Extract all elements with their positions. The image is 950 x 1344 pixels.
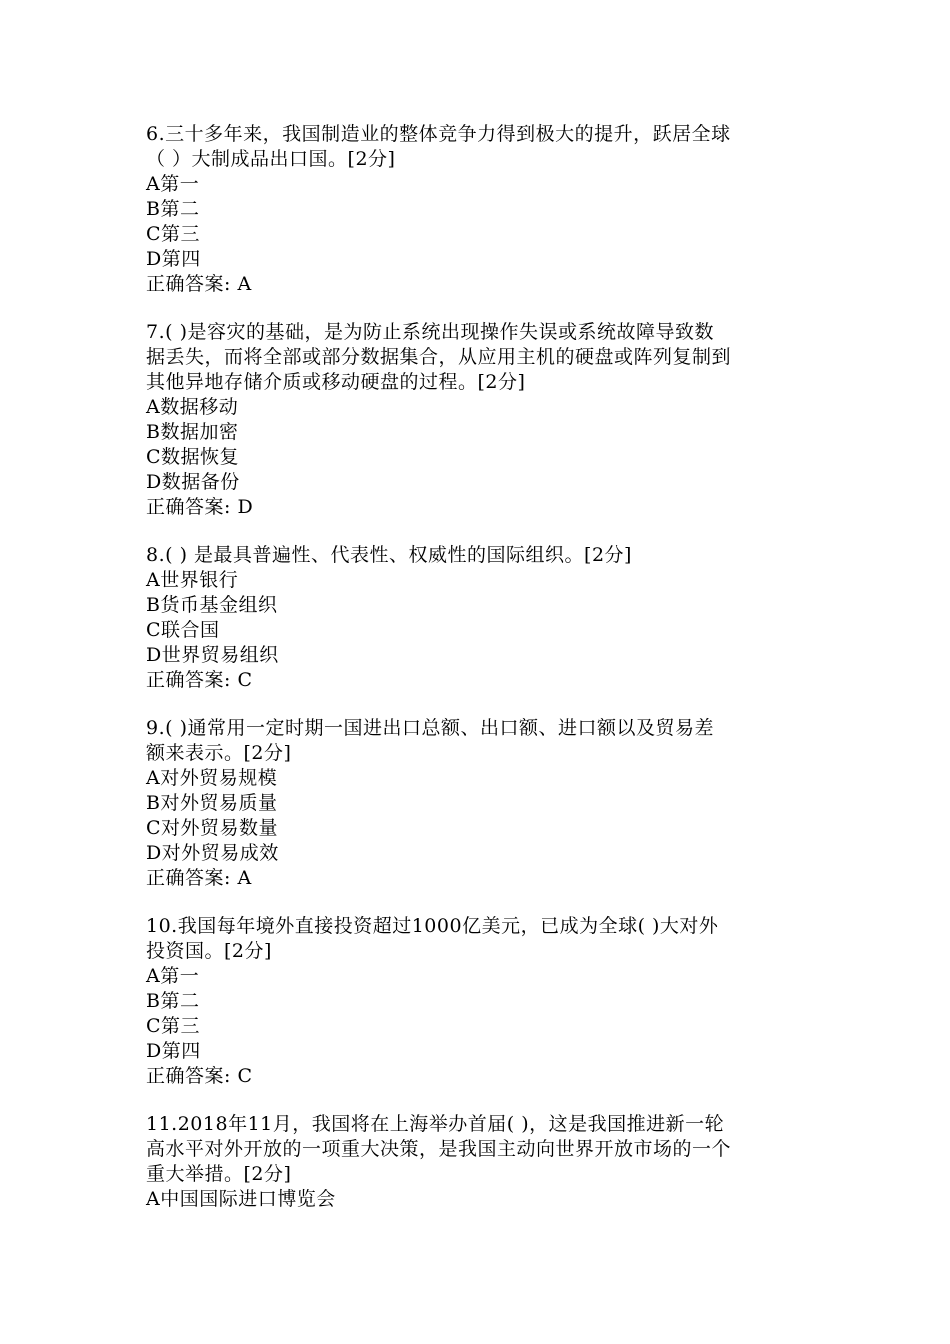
question-stem-line: 据丢失，而将全部或部分数据集合，从应用主机的硬盘或阵列复制到 [146,346,732,368]
correct-answer: 正确答案: C [146,1065,253,1087]
correct-answer: 正确答案: C [146,669,253,691]
option-c: C数据恢复 [146,446,240,468]
option-d: D第四 [146,1040,201,1062]
option-b: B对外贸易质量 [146,792,278,814]
question-stem-line: （ ）大制成品出口国。[2分] [146,148,396,170]
question-stem-line: 9.( )通常用一定时期一国进出口总额、出口额、进口额以及贸易差 [146,717,714,739]
option-b: B第二 [146,990,200,1012]
question-stem-line: 投资国。[2分] [146,940,272,962]
question-stem-line: 额来表示。[2分] [146,742,292,764]
option-a: A世界银行 [146,569,239,591]
document-page [146,122,808,1235]
question-stem-line: 8.( ) 是最具普遍性、代表性、权威性的国际组织。[2分] [146,544,632,566]
question-stem-line: 7.( )是容灾的基础，是为防止系统出现操作失误或系统故障导致数 [146,321,714,343]
question-stem-line: 重大举措。[2分] [146,1163,292,1185]
correct-answer: 正确答案: A [146,273,252,295]
question-8 [146,543,808,693]
option-d: D数据备份 [146,471,240,493]
option-a: A对外贸易规模 [146,767,278,789]
option-b: B数据加密 [146,421,239,443]
question-stem-line: 6.三十多年来，我国制造业的整体竞争力得到极大的提升，跃居全球 [146,123,731,145]
option-d: D第四 [146,248,201,270]
correct-answer: 正确答案: A [146,867,252,889]
question-10 [146,914,808,1089]
question-7 [146,320,808,520]
option-d: D世界贸易组织 [146,644,279,666]
option-b: B第二 [146,198,200,220]
option-d: D对外贸易成效 [146,842,279,864]
option-a: A第一 [146,965,200,987]
question-stem-line: 10.我国每年境外直接投资超过1000亿美元，已成为全球( )大对外 [146,915,719,937]
option-c: C联合国 [146,619,220,641]
option-c: C第三 [146,1015,201,1037]
option-a: A数据移动 [146,396,239,418]
option-b: B货币基金组织 [146,594,278,616]
question-9 [146,716,808,891]
option-c: C对外贸易数量 [146,817,279,839]
option-c: C第三 [146,223,201,245]
question-stem-line: 11.2018年11月，我国将在上海举办首届( )，这是我国推进新一轮 [146,1113,725,1135]
option-a: A第一 [146,173,200,195]
question-stem-line: 其他异地存储介质或移动硬盘的过程。[2分] [146,371,526,393]
question-stem-line: 高水平对外开放的一项重大决策，是我国主动向世界开放市场的一个 [146,1138,732,1160]
option-a: A中国国际进口博览会 [146,1188,336,1210]
question-6 [146,122,808,297]
question-11 [146,1112,808,1212]
correct-answer: 正确答案: D [146,496,254,518]
